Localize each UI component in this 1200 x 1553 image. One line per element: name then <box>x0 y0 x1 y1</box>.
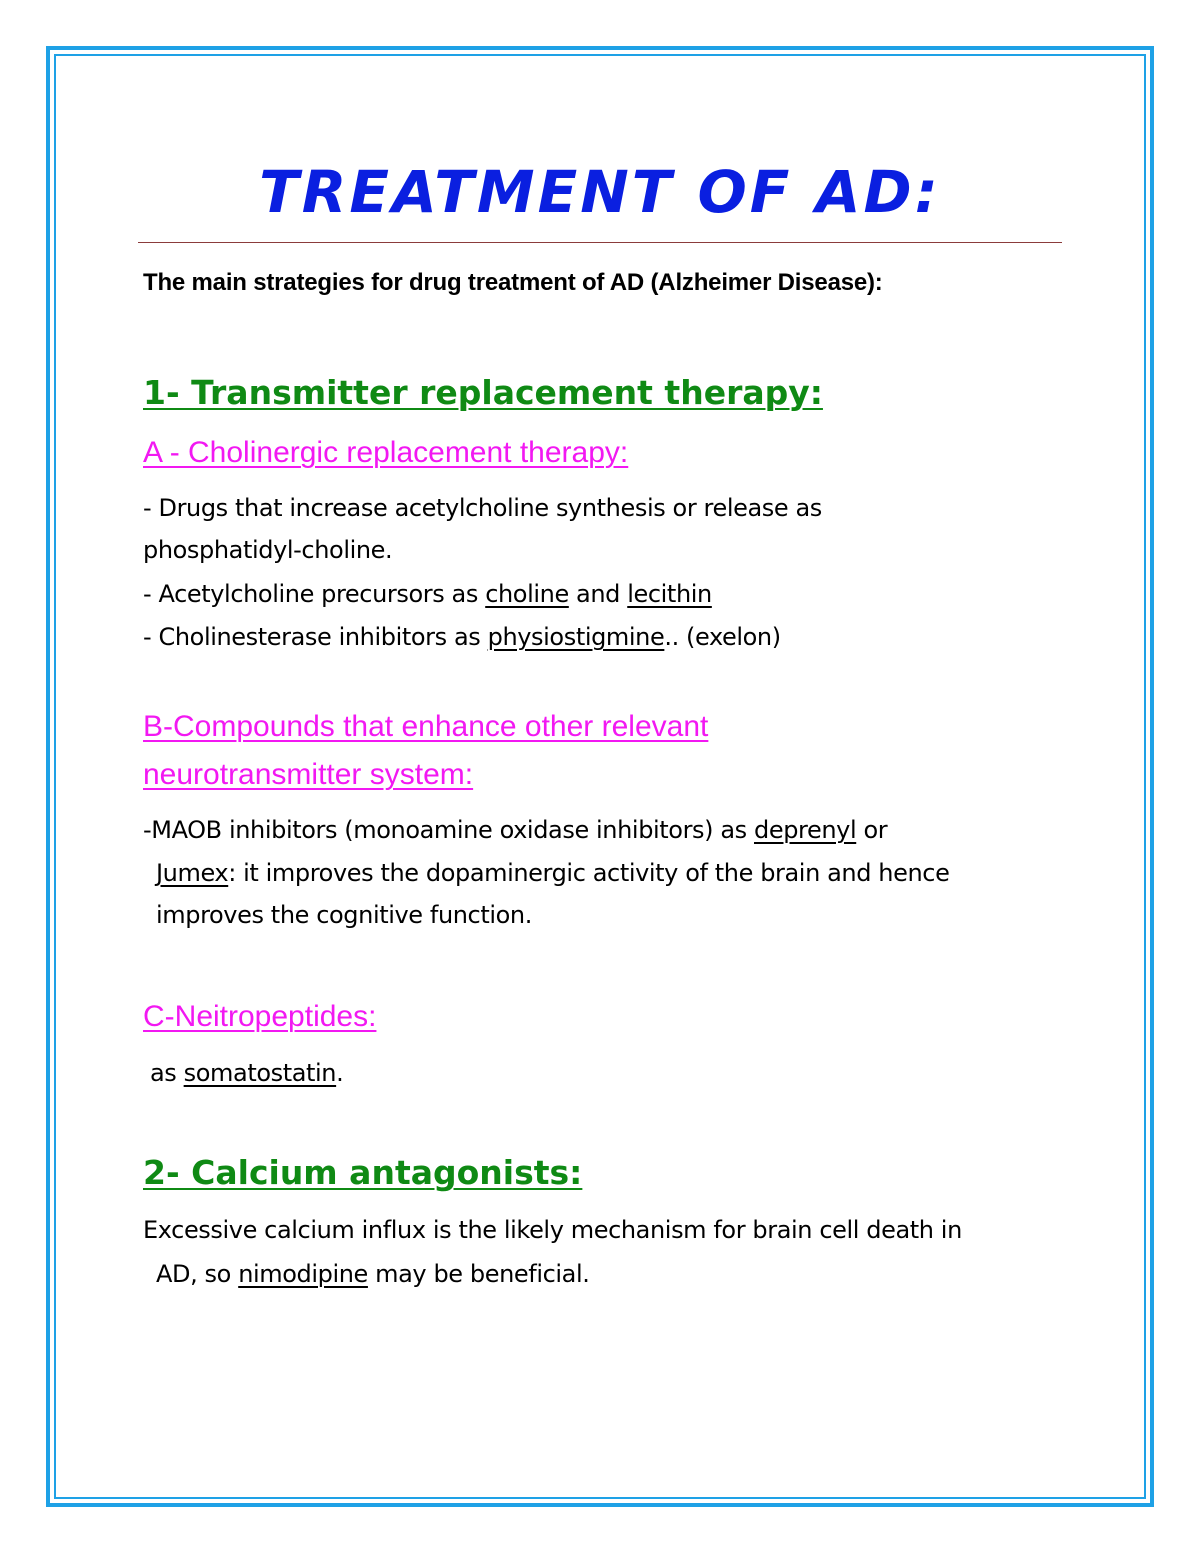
section1a-heading: A - Cholinergic replacement therapy: <box>143 436 629 469</box>
section1a-line2: phosphatidyl-choline. <box>143 536 393 564</box>
section2-line1: Excessive calcium influx is the likely mechanism for brain cell death in <box>143 1216 962 1244</box>
section1b-line2 <box>156 859 949 887</box>
line-text: . <box>336 1059 344 1087</box>
term-jumex: Jumex <box>156 859 229 887</box>
line-text: : it improves the dopaminergic activity of the brain and hence <box>228 859 950 887</box>
line-text: -MAOB inhibitors (monoamine oxidase inhibitors) as <box>143 816 754 844</box>
line-text: may be beneficial. <box>367 1260 590 1288</box>
term-nimodipine: nimodipine <box>238 1260 368 1288</box>
intro-text: The main strategies for drug treatment of AD (Alzheimer Disease): <box>143 269 883 296</box>
line-text: - Cholinesterase inhibitors as <box>143 623 488 651</box>
section2-heading: 2- Calcium antagonists: <box>143 1153 583 1192</box>
section1b-heading-line1: B-Compounds that enhance other relevant <box>143 710 709 743</box>
section2-line2 <box>156 1260 589 1288</box>
section1a-line1: - Drugs that increase acetylcholine synthesis or release as <box>143 494 822 522</box>
section1c-line <box>150 1059 343 1087</box>
page-title: TREATMENT OF AD: <box>259 158 941 226</box>
section1b-heading-line2: neurotransmitter system: <box>143 758 474 791</box>
term-lecithin: lecithin <box>627 580 712 608</box>
section1-heading: 1- Transmitter replacement therapy: <box>143 373 823 412</box>
line-text: .. (exelon) <box>664 623 781 651</box>
term-choline: choline <box>485 580 569 608</box>
title-divider <box>138 242 1062 243</box>
section1a-line3 <box>143 580 712 608</box>
line-text: as <box>150 1059 184 1087</box>
section1b-line1 <box>143 816 887 844</box>
line-text: - Acetylcholine precursors as <box>143 580 486 608</box>
section1a-line4 <box>143 623 781 651</box>
term-physiostigmine: physiostigmine <box>487 623 665 651</box>
line-text: or <box>856 816 888 844</box>
section1c-heading: C-Neitropeptides: <box>143 1000 377 1033</box>
section1b-line3: improves the cognitive function. <box>156 901 532 929</box>
term-somatostatin: somatostatin <box>183 1059 337 1087</box>
term-deprenyl: deprenyl <box>754 816 857 844</box>
line-text: AD, so <box>156 1260 239 1288</box>
line-text: and <box>568 580 628 608</box>
